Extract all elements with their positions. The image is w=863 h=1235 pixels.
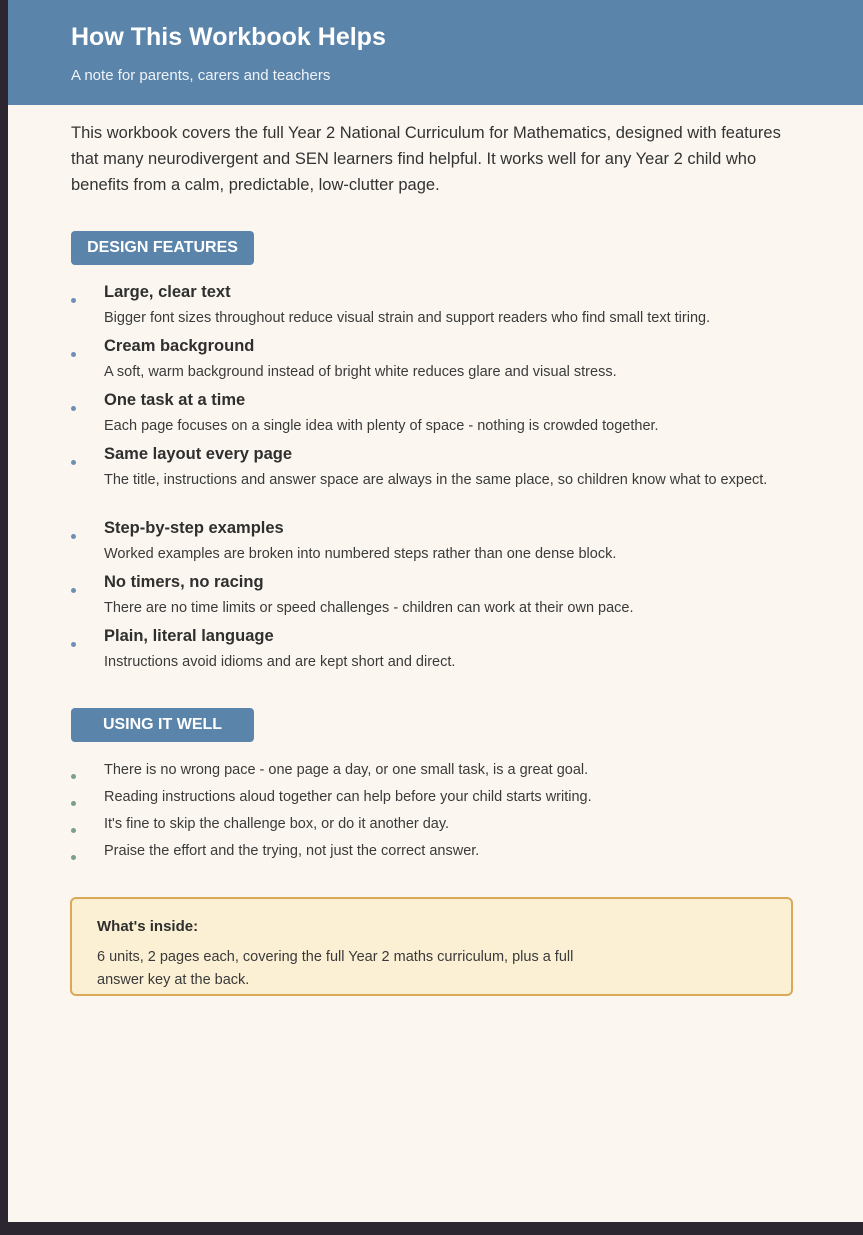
bullet-icon [71,406,76,411]
tip-text: It's fine to skip the challenge box, or do it another day. [104,816,450,832]
bullet-icon [71,588,76,593]
tip-text: There is no wrong pace - one page a day, or one small task, is a great goal. [104,762,589,778]
page-header [8,0,863,105]
tip-text: Praise the effort and the trying, not just the correct answer. [104,843,480,859]
feature-title: One task at a time [104,391,246,409]
workbook-page [8,0,863,1222]
feature-description: A soft, warm background instead of bright white reduces glare and visual stress. [104,364,617,380]
callout-body: 6 units, 2 pages each, covering the full Year 2 maths curriculum, plus a full answer key at the back. [97,949,574,988]
design-features-heading: DESIGN FEATURES [71,231,254,265]
bullet-icon [71,855,76,860]
feature-title: Same layout every page [104,445,293,463]
callout-title: What's inside: [97,918,199,935]
tip-item [8,816,863,838]
bullet-icon [71,828,76,833]
using-it-well-heading: USING IT WELL [71,708,254,742]
feature-title: Cream background [104,337,255,355]
feature-title: Plain, literal language [104,627,274,645]
page-title: How This Workbook Helps [71,23,386,51]
feature-description: There are no time limits or speed challenges - children can work at their own pace. [104,600,634,616]
feature-title: Large, clear text [104,283,231,301]
feature-title: No timers, no racing [104,573,264,591]
tip-text: Reading instructions aloud together can help before your child starts writing. [104,789,592,805]
intro-paragraph: This workbook covers the full Year 2 National Curriculum for Mathematics, designed with features that many neurodivergent and SEN learners find helpful. It works well for any Year 2 child who benefits from a calm, predictable, low-clutter page. [71,124,781,194]
bullet-icon [71,642,76,647]
feature-description: Each page focuses on a single idea with plenty of space - nothing is crowded together. [104,418,659,434]
feature-description: Worked examples are broken into numbered steps rather than one dense block. [104,546,617,562]
tip-item [8,789,863,811]
feature-title: Step-by-step examples [104,519,284,537]
bullet-icon [71,801,76,806]
whats-inside-callout [70,897,793,996]
bullet-icon [71,534,76,539]
feature-description: The title, instructions and answer space are always in the same place, so children know what to expect. [104,472,768,488]
tip-item [8,843,863,865]
bullet-icon [71,352,76,357]
feature-description: Instructions avoid idioms and are kept short and direct. [104,654,456,670]
bullet-icon [71,774,76,779]
bullet-icon [71,298,76,303]
page-subtitle: A note for parents, carers and teachers [71,67,331,84]
feature-description: Bigger font sizes throughout reduce visual strain and support readers who find small text tiring. [104,310,711,326]
bullet-icon [71,460,76,465]
tip-item [8,762,863,784]
